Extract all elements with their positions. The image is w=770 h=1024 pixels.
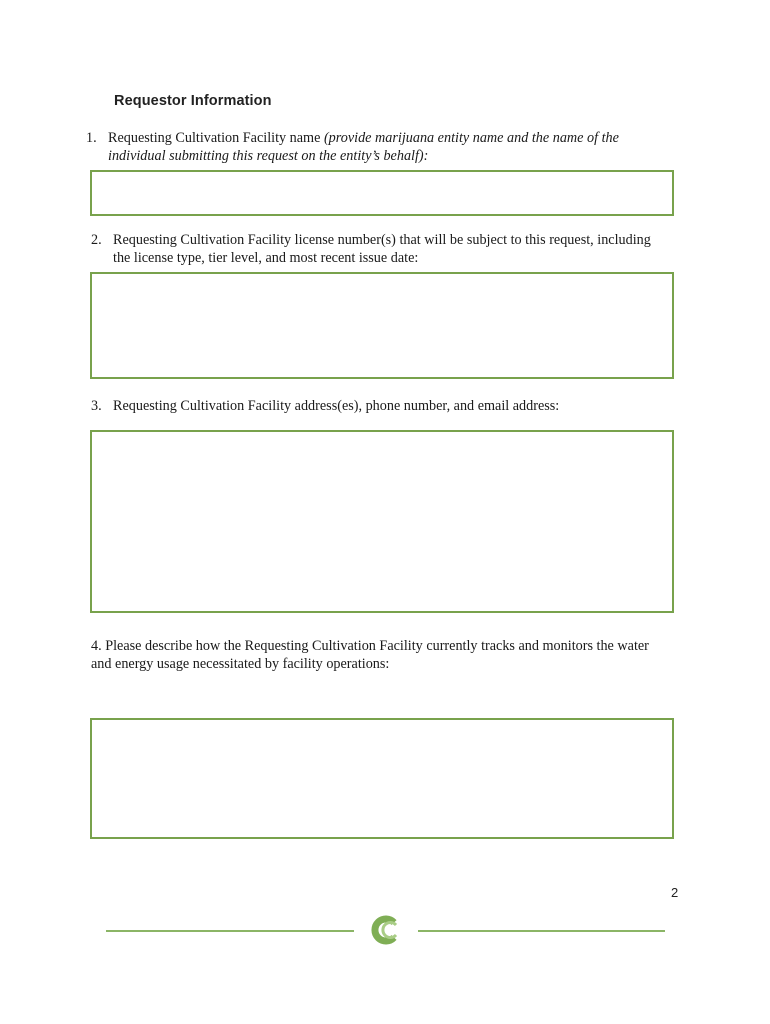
- question-2-number: 2.: [91, 232, 102, 248]
- question-1: [86, 129, 676, 165]
- page-number: 2: [671, 885, 679, 900]
- answer-field-3[interactable]: [92, 432, 672, 611]
- question-1-text-wrap: [86, 129, 676, 165]
- footer-divider-left: [106, 930, 354, 932]
- answer-box-3: [90, 430, 674, 613]
- answer-box-2: [90, 272, 674, 379]
- c-logo-icon: [368, 914, 402, 946]
- footer-divider-right: [418, 930, 665, 932]
- question-1-number: 1.: [86, 130, 97, 146]
- answer-box-4: [90, 718, 674, 839]
- question-3: [91, 397, 681, 415]
- answer-field-1[interactable]: [92, 172, 672, 214]
- answer-field-2[interactable]: [92, 274, 672, 377]
- question-4: [91, 637, 656, 673]
- question-3-text: Requesting Cultivation Facility address(es), phone number, and email address:: [113, 398, 560, 414]
- section-heading: Requestor Information: [114, 93, 272, 109]
- question-3-number: 3.: [91, 398, 102, 414]
- question-2: [91, 231, 661, 267]
- question-1-text: Requesting Cultivation Facility name: [108, 130, 324, 146]
- question-1-italic: (provide marijuana entity name and the name of the individual submitting this request on the entity’s behalf):: [108, 130, 619, 164]
- question-4-text: 4. Please describe how the Requesting Cultivation Facility currently tracks and monitors the water and energy usage necessitated by facility operations:: [91, 638, 649, 672]
- answer-box-1: [90, 170, 674, 216]
- answer-field-4[interactable]: [92, 720, 672, 837]
- question-2-text: Requesting Cultivation Facility license number(s) that will be subject to this request, including the license type, tier level, and most recent issue date:: [113, 232, 651, 266]
